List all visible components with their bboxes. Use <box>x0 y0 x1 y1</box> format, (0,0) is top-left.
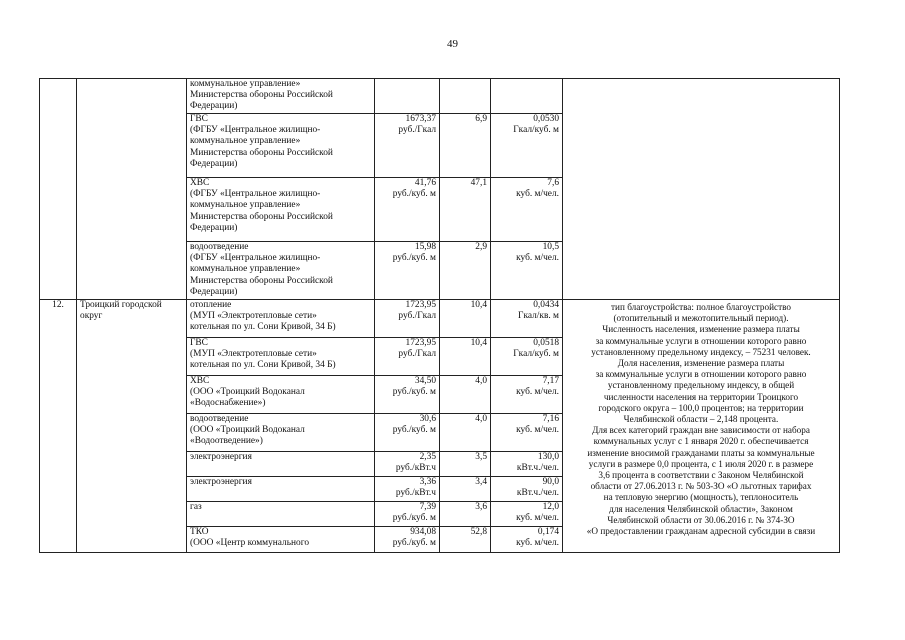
service-line: газ <box>190 502 202 512</box>
service-line: Министерства обороны Российской <box>190 211 333 222</box>
norm-line: Гкал/кв. м <box>518 311 559 322</box>
norm-cell <box>491 527 563 553</box>
service-cell <box>187 527 375 553</box>
index-cell <box>440 477 491 502</box>
service-cell <box>187 79 375 114</box>
service-line: (МУП «Электротепловые сети» <box>190 349 317 360</box>
service-line: отопление <box>190 300 232 310</box>
service-line: (МУП «Электротепловые сети» <box>190 311 317 322</box>
notes-line: Челябинской области – 2,148 процента. <box>623 414 779 425</box>
tariff-line: руб./куб. м <box>392 538 436 549</box>
notes-line: на тепловую энергию (мощность), теплоноситель <box>603 492 799 503</box>
service-line: ГВС <box>190 114 208 124</box>
tariff-cell <box>375 376 440 414</box>
tariff-cell <box>375 338 440 376</box>
notes-line: коммунальных услуг с 1 января 2020 г. обеспечивается <box>593 436 809 447</box>
service-line: водоотведение <box>190 414 249 424</box>
norm-line: куб. м/чел. <box>516 189 559 200</box>
region-number-cell <box>40 79 77 300</box>
index-value: 52,8 <box>470 527 487 537</box>
page-number: 49 <box>447 38 458 50</box>
norm-cell <box>491 477 563 502</box>
norm-cell <box>491 79 563 114</box>
service-line: Федерации) <box>190 286 238 297</box>
index-value: 47,1 <box>470 178 487 188</box>
tariff-cell <box>375 502 440 527</box>
tariff-line: 2,35 <box>419 452 436 462</box>
index-value: 10,4 <box>470 338 487 348</box>
service-line: электроэнергия <box>190 452 252 462</box>
index-cell <box>440 414 491 452</box>
notes-line: Численность населения, изменение размера платы <box>602 324 800 335</box>
notes-line: установленному предельному индексу, в общей <box>607 380 795 391</box>
tariff-line: руб./кВт.ч <box>395 463 436 474</box>
notes-line: установленному предельному индексу, – 75231 человек. <box>591 346 811 357</box>
norm-cell <box>491 376 563 414</box>
index-cell <box>440 527 491 553</box>
index-value: 10,4 <box>470 300 487 310</box>
service-line: ХВС <box>190 178 210 188</box>
region-number: 12. <box>52 300 64 310</box>
tariff-line: 7,39 <box>419 502 436 512</box>
service-line: ГВС <box>190 338 208 348</box>
norm-line: 7,17 <box>542 376 559 386</box>
tariff-line: руб./куб. м <box>392 387 436 398</box>
service-cell <box>187 502 375 527</box>
region-name-line: Троицкий городской <box>80 300 162 310</box>
notes-line: изменение вносимой гражданами платы за коммунальные <box>587 447 815 458</box>
norm-line: куб. м/чел. <box>516 513 559 524</box>
norm-line: 7,16 <box>542 414 559 424</box>
notes-line: тип благоустройства: полное благоустройство <box>611 302 791 312</box>
notes-line: за коммунальные услуги в отношении которого равно <box>595 335 807 346</box>
tariff-line: 3,36 <box>419 477 436 487</box>
notes-line: области от 27.06.2013 г. № 503-ЗО «О льготных тарифах <box>590 481 812 492</box>
index-cell <box>440 376 491 414</box>
index-cell <box>440 242 491 300</box>
tariff-line: руб./Гкал <box>398 349 436 360</box>
tariff-cell <box>375 414 440 452</box>
index-value: 4,0 <box>475 376 487 386</box>
index-value: 3,4 <box>475 477 487 487</box>
service-line: (ООО «Центр коммунального <box>190 538 310 549</box>
service-line: «Водоснабжение») <box>190 398 266 409</box>
norm-line: кВт.ч./чел. <box>516 488 559 499</box>
index-cell <box>440 114 491 178</box>
tariff-line: 1723,95 <box>405 300 436 310</box>
service-line: ТКО <box>190 527 209 537</box>
service-cell <box>187 376 375 414</box>
norm-line: куб. м/чел. <box>516 387 559 398</box>
norm-line: куб. м/чел. <box>516 253 559 264</box>
notes-line: «О предоставлении гражданам адресной субсидии в связи <box>586 526 816 537</box>
service-line: (ООО «Троицкий Водоканал <box>190 425 305 436</box>
tariff-line: 934,08 <box>410 527 436 537</box>
index-value: 2,9 <box>475 242 487 252</box>
notes-line: Доля населения, изменение размера платы <box>617 358 785 369</box>
service-line: (ФГБУ «Центральное жилищно- <box>190 125 321 136</box>
table-row <box>40 300 840 338</box>
service-line: котельная по ул. Сони Кривой, 34 Б) <box>190 322 336 333</box>
tariff-cell <box>375 178 440 242</box>
service-line: (ФГБУ «Центральное жилищно- <box>190 189 321 200</box>
tariff-line: 41,76 <box>414 178 436 188</box>
notes-line: Челябинской области от 30.06.2016 г. № 374-ЗО <box>607 514 795 525</box>
service-cell <box>187 452 375 477</box>
tariff-line: 15,98 <box>414 242 436 252</box>
service-line: коммунальное управление» <box>190 200 301 211</box>
norm-cell <box>491 338 563 376</box>
tariff-cell <box>375 300 440 338</box>
tariff-table-body <box>40 79 840 553</box>
service-line: ХВС <box>190 376 210 386</box>
tariff-line: руб./куб. м <box>392 513 436 524</box>
norm-line: 7,6 <box>547 178 559 188</box>
service-cell <box>187 114 375 178</box>
tariff-table <box>39 78 840 553</box>
service-cell <box>187 414 375 452</box>
tariff-cell <box>375 242 440 300</box>
index-cell <box>440 452 491 477</box>
service-line: Федерации) <box>190 158 238 169</box>
norm-cell <box>491 242 563 300</box>
norm-line: 12,0 <box>542 502 559 512</box>
notes-line: (отопительный и межотопительный период). <box>613 313 789 324</box>
tariff-line: руб./Гкал <box>398 125 436 136</box>
norm-cell <box>491 502 563 527</box>
index-cell <box>440 79 491 114</box>
tariff-line: 1723,95 <box>405 338 436 348</box>
index-cell <box>440 502 491 527</box>
service-line: Министерства обороны Российской <box>190 147 333 158</box>
notes-line: за коммунальные услуги в отношении которого равно <box>595 369 807 380</box>
index-cell <box>440 178 491 242</box>
tariff-cell <box>375 477 440 502</box>
tariff-line: руб./кВт.ч <box>395 488 436 499</box>
tariff-line: 34,50 <box>414 376 436 386</box>
index-value: 4,0 <box>475 414 487 424</box>
tariff-line: 1673,37 <box>405 114 436 124</box>
tariff-line: руб./куб. м <box>392 189 436 200</box>
tariff-cell <box>375 527 440 553</box>
notes-line: численности населения на территории Троицкого <box>603 391 799 402</box>
service-cell <box>187 300 375 338</box>
service-line: водоотведение <box>190 242 249 252</box>
tariff-line: руб./куб. м <box>392 253 436 264</box>
norm-line: 90,0 <box>542 477 559 487</box>
service-cell <box>187 477 375 502</box>
index-cell <box>440 300 491 338</box>
service-line: (ФГБУ «Центральное жилищно- <box>190 253 321 264</box>
tariff-line: руб./Гкал <box>398 311 436 322</box>
index-cell <box>440 338 491 376</box>
tariff-cell <box>375 452 440 477</box>
service-cell <box>187 338 375 376</box>
norm-line: 0,0530 <box>533 114 559 124</box>
table-row <box>40 79 840 114</box>
service-cell <box>187 178 375 242</box>
index-value: 3,6 <box>475 502 487 512</box>
norm-line: 0,0518 <box>533 338 559 348</box>
norm-cell <box>491 114 563 178</box>
region-name-line: округ <box>80 311 103 322</box>
service-line: электроэнергия <box>190 477 252 487</box>
tariff-line: 30,6 <box>419 414 436 424</box>
norm-line: куб. м/чел. <box>516 538 559 549</box>
index-value: 3,5 <box>475 452 487 462</box>
norm-cell <box>491 414 563 452</box>
tariff-cell <box>375 114 440 178</box>
norm-line: Гкал/куб. м <box>513 125 559 136</box>
index-value: 6,9 <box>475 114 487 124</box>
region-name-cell <box>77 300 187 553</box>
norm-line: 0,174 <box>537 527 559 537</box>
norm-cell <box>491 300 563 338</box>
norm-line: 130,0 <box>537 452 559 462</box>
notes-line: 3,6 процента в соответствии с Законом Челябинской <box>598 470 804 481</box>
norm-line: 0,0434 <box>533 300 559 310</box>
service-cell <box>187 242 375 300</box>
norm-cell <box>491 452 563 477</box>
service-line: котельная по ул. Сони Кривой, 34 Б) <box>190 360 336 371</box>
norm-cell <box>491 178 563 242</box>
service-line: «Водоотведение») <box>190 436 263 447</box>
tariff-line: руб./куб. м <box>392 425 436 436</box>
notes-line: городского округа – 100,0 процентов; на территории <box>598 402 804 413</box>
tariff-cell <box>375 79 440 114</box>
service-line: Министерства обороны Российской <box>190 90 333 101</box>
region-number-cell <box>40 300 77 553</box>
notes-line: Для всех категорий граждан вне зависимости от набора <box>592 425 810 436</box>
service-line: Федерации) <box>190 101 238 112</box>
norm-line: 10,5 <box>542 242 559 252</box>
norm-line: Гкал/куб. м <box>513 349 559 360</box>
notes-line: услуги в размере 0,0 процента, с 1 июля 2020 г. в размере <box>588 458 814 469</box>
region-name-cell <box>77 79 187 300</box>
norm-line: кВт.ч./чел. <box>516 463 559 474</box>
service-line: Федерации) <box>190 222 238 233</box>
notes-cell <box>563 300 840 553</box>
notes-line: для населения Челябинской области», Законом <box>609 503 793 514</box>
service-line: коммунальное управление» <box>190 264 301 275</box>
service-line: Министерства обороны Российской <box>190 275 333 286</box>
notes-cell <box>563 79 840 300</box>
norm-line: куб. м/чел. <box>516 425 559 436</box>
service-line: коммунальное управление» <box>190 136 301 147</box>
service-line: коммунальное управление» <box>190 79 301 89</box>
service-line: (ООО «Троицкий Водоканал <box>190 387 305 398</box>
